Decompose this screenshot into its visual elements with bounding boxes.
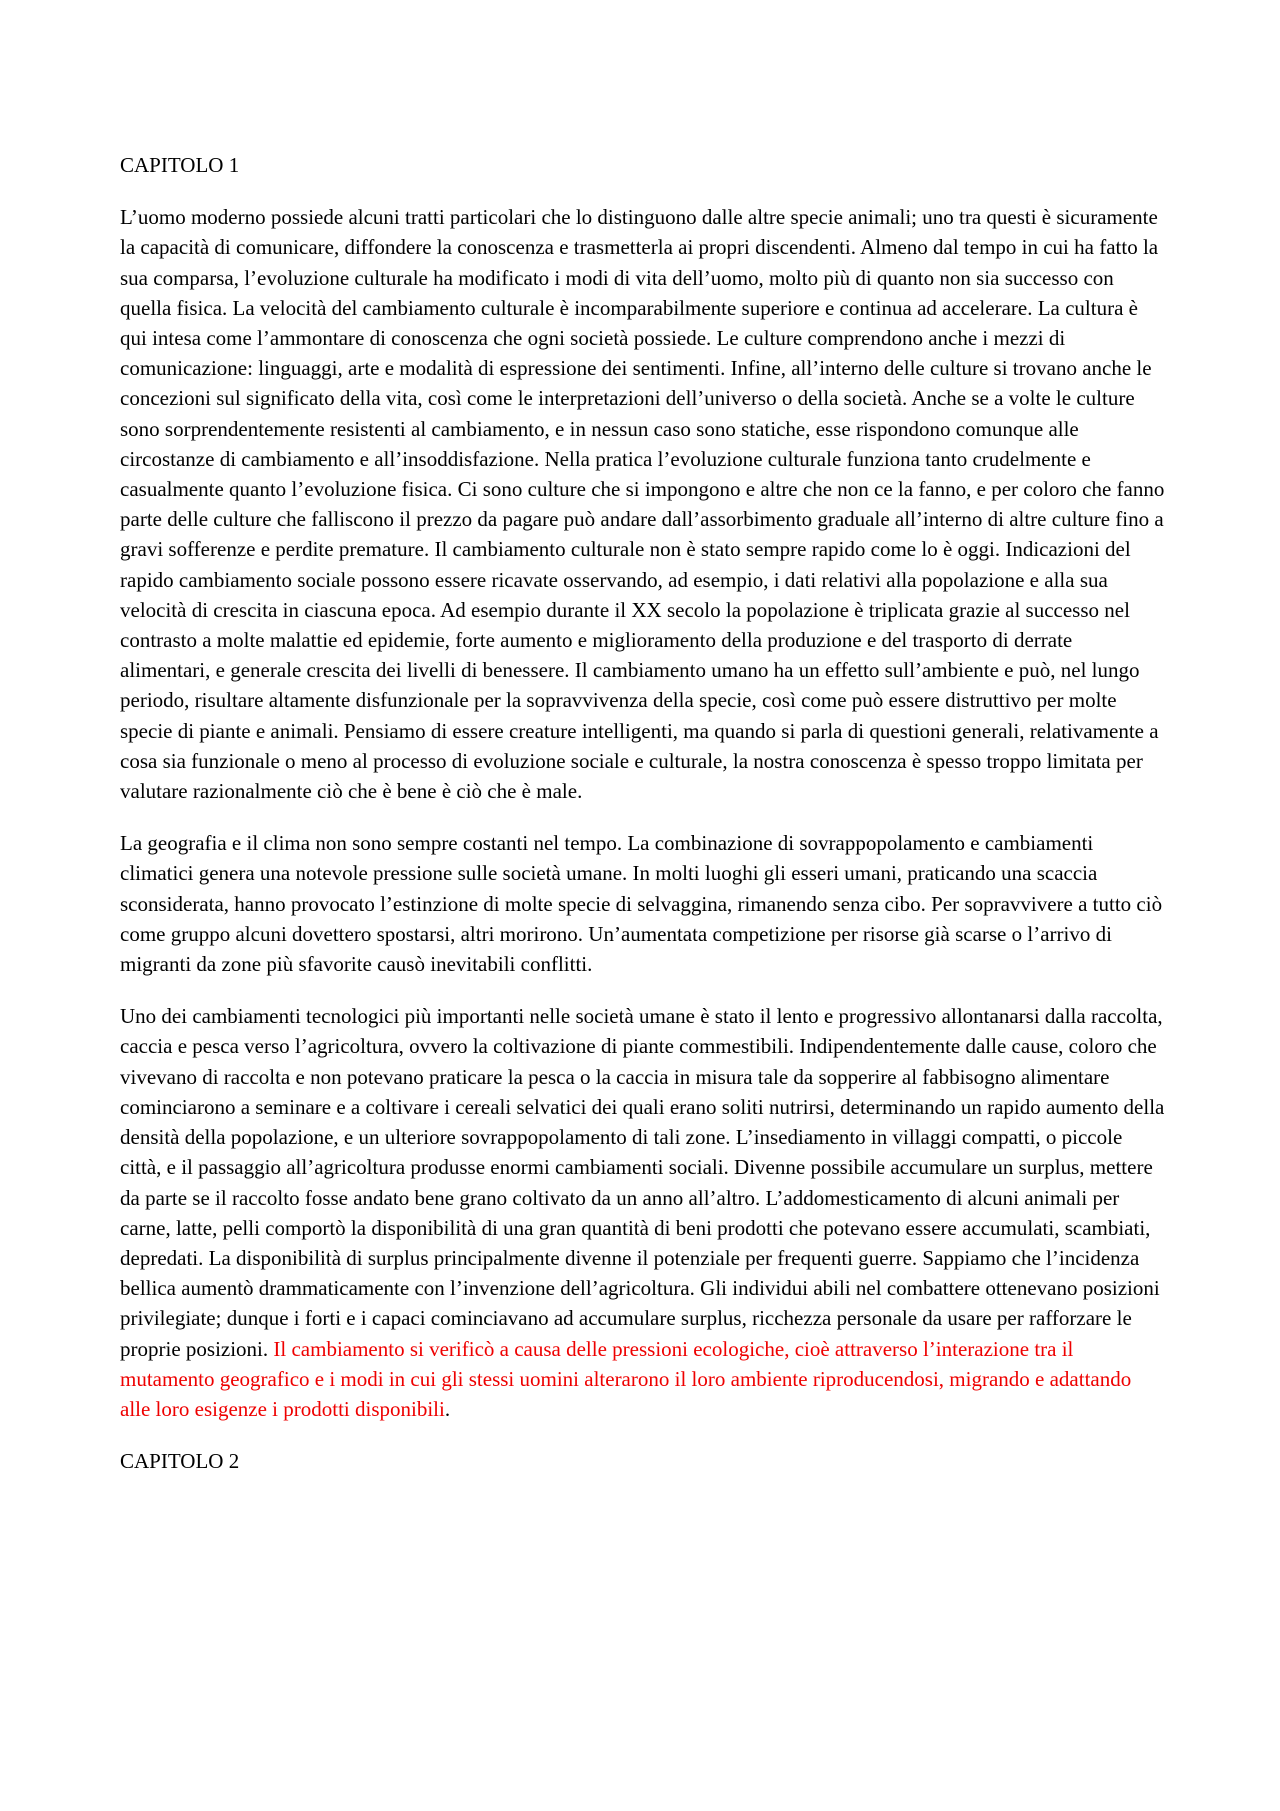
- chapter-2-heading: CAPITOLO 2: [120, 1449, 240, 1474]
- paragraph-2: La geografia e il clima non sono sempre costanti nel tempo. La combinazione di sovrappopolamento e cambiamenti climatici genera una notevole pressione sulle società umane. In molti luoghi gli esseri umani, praticando una scaccia sconsiderata, hanno provocato l’estinzione di molte specie di selvaggina, rimanendo senza cibo. Per sopravvivere a tutto ciò come gruppo alcuni dovettero spostarsi, altri morirono. Un’aumentata competizione per risorse già scarse o l’arrivo di migranti da zone più sfavorite causò inevitabili conflitti.: [120, 831, 1163, 977]
- chapter-1-heading: CAPITOLO 1: [120, 153, 240, 177]
- document-body: [120, 150, 1165, 1498]
- paragraph-3-text: Uno dei cambiamenti tecnologici più importanti nelle società umane è stato il lento e progressivo allontanarsi dalla raccolta, caccia e pesca verso l’agricoltura, ovvero la coltivazione di piante commestibili. Indipendentemente dalle cause, coloro che vivevano di raccolta e non potevano praticare la pesca o la caccia in misura tale da sopperire al fabbisogno alimentare cominciarono a seminare e a coltivare i cereali selvatici dei quali erano soliti nutrirsi, determinando un rapido aumento della densità della popolazione, e un ulteriore sovrappopolamento di tali zone. L’insediamento in villaggi compatti, o piccole città, e il passaggio all’agricoltura produsse enormi cambiamenti sociali. Divenne possibile accumulare un surplus, mettere da parte se il raccolto fosse andato bene grano coltivato da un anno all’altro. L’addomesticamento di alcuni animali per carne, latte, pelli comportò la disponibilità di una gran quantità di beni prodotti che potevano essere accumulati, scambiati, depredati. La disponibilità di surplus principalmente divenne il potenziale per frequenti guerre. Sappiamo che l’incidenza bellica aumentò drammaticamente con l’invenzione dell’agricoltura. Gli individui abili nel combattere ottenevano posizioni privilegiate; dunque i forti e i capaci cominciavano ad accumulare surplus, ricchezza personale da usare per rafforzare le proprie posizioni.: [120, 1004, 1165, 1361]
- paragraph-3-highlighted-text: Il cambiamento si verificò a causa delle pressioni ecologiche, cioè attraverso l’interazione tra il mutamento geografico e i modi in cui gli stessi uomini alterarono il loro ambiente riproducendosi, migrando e adattando alle loro esigenze i prodotti disponibili: [120, 1336, 1132, 1421]
- paragraph-3-end: .: [444, 1396, 451, 1421]
- paragraph-1: L’uomo moderno possiede alcuni tratti particolari che lo distinguono dalle altre specie animali; uno tra questi è sicuramente la capacità di comunicare, diffondere la conoscenza e trasmetterla ai propri discendenti. Almeno dal tempo in cui ha fatto la sua comparsa, l’evoluzione culturale ha modificato i modi di vita dell’uomo, molto più di quanto non sia successo con quella fisica. La velocità del cambiamento culturale è incomparabilmente superiore e continua ad accelerare. La cultura è qui intesa come l’ammontare di conoscenza che ogni società possiede. Le culture comprendono anche i mezzi di comunicazione: linguaggi, arte e modalità di espressione dei sentimenti. Infine, all’interno delle culture si trovano anche le concezioni sul significato della vita, così come le interpretazioni dell’universo o della società. Anche se a volte le culture sono sorprendentemente resistenti al cambiamento, e in nessun caso sono statiche, esse rispondono comunque alle circostanze di cambiamento e all’insoddisfazione. Nella pratica l’evoluzione culturale funziona tanto crudelmente e casualmente quanto l’evoluzione fisica. Ci sono culture che si impongono e altre che non ce la fanno, e per coloro che fanno parte delle culture che falliscono il prezzo da pagare può andare dall’assorbimento graduale all’interno di altre culture fino a gravi sofferenze e perdite premature. Il cambiamento culturale non è stato sempre rapido come lo è oggi. Indicazioni del rapido cambiamento sociale possono essere ricavate osservando, ad esempio, i dati relativi alla popolazione e alla sua velocità di crescita in ciascuna epoca. Ad esempio durante il XX secolo la popolazione è triplicata grazie al successo nel contrasto a molte malattie ed epidemie, forte aumento e miglioramento della produzione e del trasporto di derrate alimentari, e generale crescita dei livelli di benessere. Il cambiamento umano ha un effetto sull’ambiente e può, nel lungo periodo, risultare altamente disfunzionale per la sopravvivenza della specie, così come può essere distruttivo per molte specie di piante e animali. Pensiamo di essere creature intelligenti, ma quando si parla di questioni generali, relativamente a cosa sia funzionale o meno al processo di evoluzione sociale e culturale, la nostra conoscenza è spesso troppo limitata per valutare razionalmente ciò che è bene è ciò che è male.: [120, 205, 1165, 804]
- paragraph-3: [120, 1001, 1165, 1424]
